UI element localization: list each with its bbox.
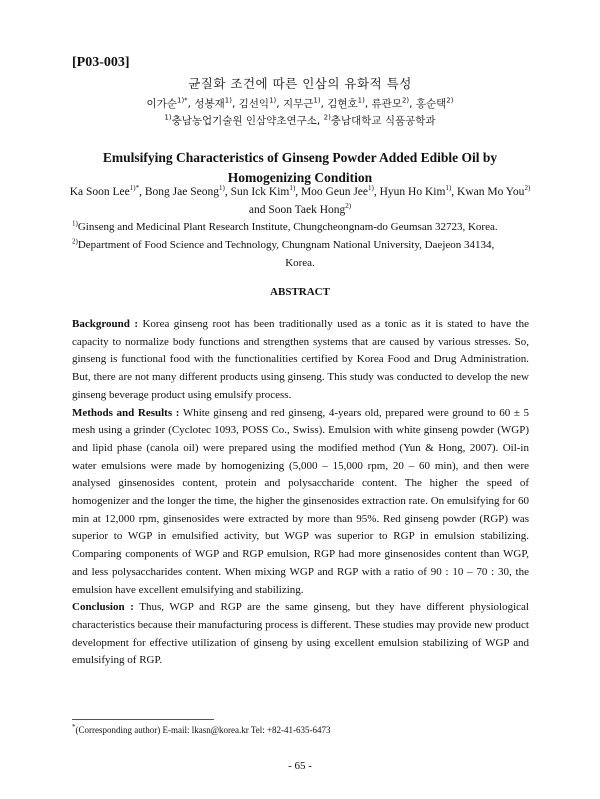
affiliation-2-continued: Korea. — [285, 257, 315, 269]
author-name: , Sun Ick Kim — [224, 186, 290, 198]
author-mark: 1) — [313, 96, 321, 105]
author-name: and Soon Taek Hong — [248, 204, 346, 216]
author-name: , Moo Geun Jee — [295, 186, 369, 198]
poster-code: [P03-003] — [72, 55, 130, 70]
affil-mark: 1) — [72, 219, 78, 228]
author-name: , 류관모 — [364, 98, 402, 110]
author-name: , 김현호 — [320, 98, 358, 110]
author-mark: 1) — [269, 96, 277, 105]
author-name: Ka Soon Lee — [69, 186, 130, 198]
footnote-text: (Corresponding author) E-mail: lkasn@korea.kr Tel: +82-41-635-6473 — [75, 725, 331, 735]
author-mark: 2) — [345, 202, 352, 211]
author-mark: 2) — [401, 96, 410, 105]
conclusion-paragraph — [72, 599, 529, 670]
affiliation-2 — [72, 236, 528, 254]
author-mark: 1) — [289, 184, 296, 193]
affiliation-1 — [72, 218, 528, 236]
footnote — [72, 725, 331, 735]
affil-mark: 2) — [72, 237, 78, 246]
author-name: , 지무근 — [276, 98, 314, 110]
author-name: , Hyun Ho Kim — [373, 186, 446, 198]
background-text: Korea ginseng root has been traditionally used as a tonic as it is stated to have the capacity to normalize body functions and strengthen systems that are caused by various stresses. So, ginseng is functional food with the functionalities certified by Korea Food and Drug Administration. But, there are not many different products using ginseng. This study was conducted to develop the new ginseng beverage product using emulsify process. — [72, 318, 529, 401]
background-label: Background : — [72, 318, 138, 330]
abstract-heading: ABSTRACT — [270, 286, 330, 298]
author-mark: 1)* — [129, 184, 140, 193]
abstract-body — [72, 316, 529, 670]
methods-label: Methods and Results : — [72, 406, 180, 419]
affil-text: Ginseng and Medicinal Plant Research Institute, Chungcheongnam-do Geumsan 32723, Korea. — [77, 221, 498, 233]
english-affiliations — [72, 218, 528, 272]
author-mark: 1) — [357, 96, 365, 105]
author-name: , Bong Jae Seong — [139, 186, 219, 198]
affil-text: Department of Food Science and Technology, Chungnam National University, Daejeon 34134, — [77, 239, 495, 251]
author-mark: 1) — [445, 184, 452, 193]
methods-text: White ginseng and red ginseng, 4-years old, prepared were ground to 60 ± 5 mesh using a grinder (Cyclotec 1093, POSS Co., Swiss). Emulsion with white ginseng powder (WGP) and lipid phase (canola oil) were prepared using the modified method (Yun & Hong, 2007). Oil-in water emulsions were made by homogenizing (5,000 – 15,000 rpm, 20 – 60 min), and then were analysed ginsenosides content, protein and polysaccharide content. The higher the speed of homogenizer and the longer the time, the higher the ginsenosides extraction rate. On emulsifying for 60 min at 12,000 rpm, ginsenosides were extracted by more than 95%. Red ginseng powder (RGP) was superior to WGP in emulsified activity, but WGP was superior to RGP in emulsion stabilizing. Comparing components of WGP and RGP emulsion, RGP had more ginsenosides content than WGP, and less polysaccharides content. When mixing WGP and RGP with a ratio of 90 : 10 – 70 : 30, the emulsion have excellent emulsifying and stabilizing. — [72, 406, 529, 596]
author-mark: 2) — [446, 96, 454, 105]
background-paragraph — [72, 316, 529, 405]
author-mark: 2) — [524, 184, 531, 193]
korean-title: 균질화 조건에 따른 인삼의 유화적 특성 — [188, 76, 412, 91]
korean-affiliation — [0, 113, 600, 128]
author-mark: 1) — [224, 96, 232, 105]
author-mark: 1) — [368, 184, 374, 193]
author-mark: 1) — [218, 184, 225, 193]
page-number: - 65 - — [288, 760, 312, 772]
author-name: , 성봉재 — [187, 98, 225, 110]
affil-mark: 1) — [164, 113, 172, 122]
conclusion-label: Conclusion : — [72, 601, 134, 614]
english-title: Emulsifying Characteristics of Ginseng Powder Added Edible Oil by Homogenizing Condition — [102, 150, 498, 185]
methods-paragraph — [72, 405, 529, 600]
korean-authors — [0, 96, 600, 111]
english-authors — [60, 183, 540, 219]
author-name: , 김선익 — [231, 98, 270, 110]
author-name: , Kwan Mo You — [451, 186, 525, 198]
affil-text: 충남대학교 식품공학과 — [330, 115, 436, 127]
affil-mark: 2) — [323, 113, 331, 122]
conclusion-text: Thus, WGP and RGP are the same ginseng, but they have different physiological characteristics because their manufacturing process is different. These studies may provide new product development for effective utilization of ginseng by using excellent emulsion stabilizing of WGP and emulsifying of RGP. — [72, 601, 529, 667]
affil-text: 충남농업기술원 인삼약초연구소, — [171, 115, 324, 127]
author-name: 이가순 — [146, 98, 177, 110]
footnote-divider — [72, 719, 214, 720]
author-mark: 1)* — [176, 96, 188, 105]
footnote-mark: * — [72, 723, 76, 731]
author-name: , 홍순택 — [409, 98, 447, 110]
